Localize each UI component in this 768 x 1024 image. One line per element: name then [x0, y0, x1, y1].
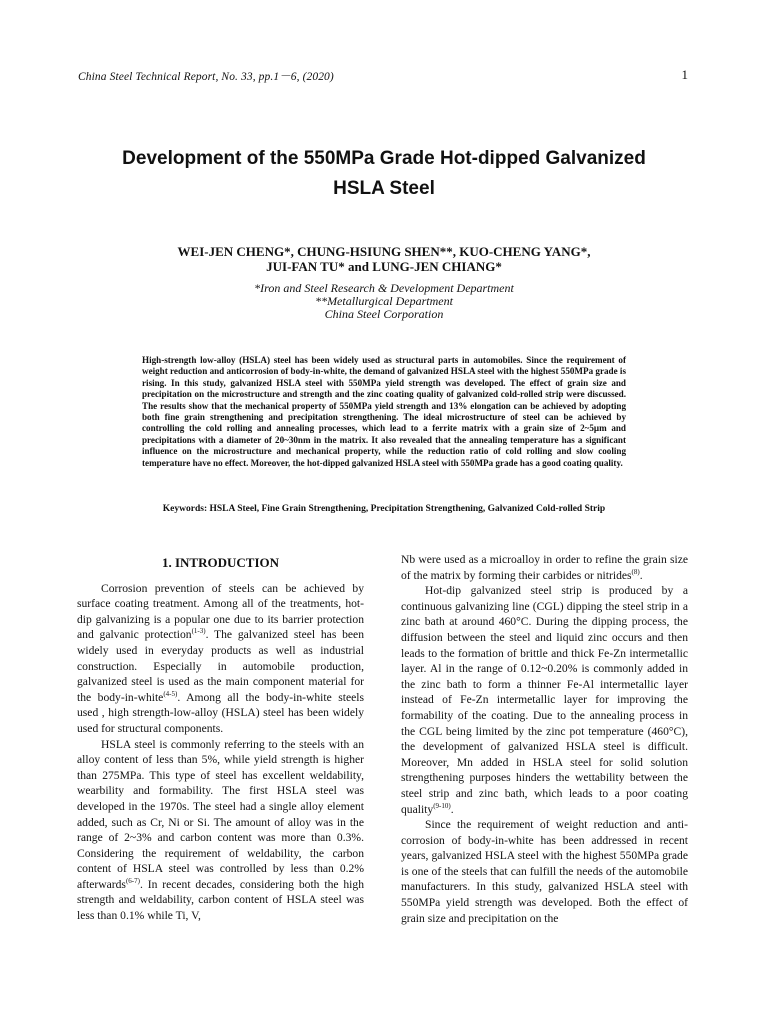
citation-ref: (9-10)	[433, 801, 451, 810]
paragraph-continued	[401, 552, 688, 583]
paragraph-text: . Among all the body-in-white steels used , high strength-low-alloy (HSLA) steel has been widely used for structural components.	[77, 690, 364, 735]
title-line-1: Development of the 550MPa Grade Hot-dipped Galvanized	[122, 148, 646, 169]
paragraph-text: Corrosion prevention of steels can be achieved by surface coating treatment. Among all of the treatments, hot-dip galvanizing is a popular one due to its barrier protection and galvanic protection	[77, 581, 364, 642]
citation-ref: (1-3)	[191, 627, 206, 636]
paragraph-text: .	[639, 568, 643, 582]
affiliation-1: *Iron and Steel Research & Development Department	[254, 281, 514, 295]
title-line-2: HSLA Steel	[333, 178, 435, 199]
paragraph-text: Hot-dip galvanized steel strip is produced by a continuous galvanizing line (CGL) dipping the steel strip in a zinc bath at around 460°C. During the dipping process, the diffusion between the steel and liquid zinc occurs and then leads to the formation of brittle and thick Fe-Zn intermetallic layer. Al in the range of 0.12~0.20% is commonly added in the zinc bath to form a thinner Fe-Al intermetallic layer instead of Fe-Zn intermetallic layer for improving the formability of the coating. Due to the annealing process in the CGL being limited by the zinc pot temperature (460°C), the development of galvanized HSLA steel is difficult. Moreover, Mn added in HSLA steel for solid solution strengthening purposes hinders the wettability between the steel strip and zinc bath, which leads to a poor coating quality	[401, 584, 688, 816]
citation-ref: (4-5)	[163, 689, 178, 698]
citation-ref: (8)	[631, 567, 640, 576]
paragraph-text: . The galvanized steel has been widely used in everyday products as well as industrial construction. Especially in automobile production, galvanized steel is used as the main component material for the body-in-white	[77, 628, 364, 704]
paragraph	[77, 581, 364, 737]
abstract: High-strength low-alloy (HSLA) steel has been widely used as structural parts in automobiles. Since the requirement of weight reduction and anticorrosion of body-in-white, the demand of galvanized HSLA steel with the highest 550MPa grade is rising. In this study, galvanized HSLA steel with 550MPa yield strength was developed. The effect of grain size and precipitation on the microstructure and strength and the zinc coating quality of galvanized cold-rolled strip were discussed. The results show that the mechanical property of 550MPa yield strength and 13% elongation can be achieved by adopting both fine grain strengthening and precipitation strengthening. The ideal microstructure of steel can be achieved by controlling the cold rolling and annealing processes, which lead to a ferrite matrix with a grain size of 2~5μm and precipitations with a diameter of 20~30nm in the matrix. It also revealed that the annealing temperature has a significant influence on the microstructure and mechanical property, while the reduction ratio of cold rolling and slow cooling temperature have no effect. Moreover, the hot-dipped galvanized HSLA steel with 550MPa grade has a good coating quality.	[142, 355, 626, 468]
left-column	[77, 552, 364, 924]
paragraph-text: HSLA steel is commonly referring to the steels with an alloy content of less than 5%, while yield strength is higher than 275MPa. This type of steel has excellent weldability, wearbility and formability. The first HSLA steel was developed in the 1970s. The steel had a single alloy element added, such as Cr, Ni or Si. The amount of alloy was in the range of 2~3% and carbon content was more than 0.3%. Considering the requirement of weldability, the carbon content of HSLA steel was controlled by less than 0.2% afterwards	[77, 737, 364, 891]
section-heading-introduction: 1. INTRODUCTION	[161, 555, 279, 570]
citation-ref: (6-7)	[125, 877, 140, 886]
paragraph-text: Nb were used as a microalloy in order to refine the grain size of the matrix by forming their carbides or nitrides	[401, 553, 688, 582]
paragraph	[77, 737, 364, 924]
authors-line-1: WEI-JEN CHENG*, CHUNG-HSIUNG SHEN**, KUO-CHENG YANG*,	[177, 244, 591, 259]
affiliations	[60, 282, 708, 321]
right-column	[401, 552, 688, 926]
keywords: Keywords: HSLA Steel, Fine Grain Strengthening, Precipitation Strengthening, Galvanized Cold-rolled Strip	[162, 504, 606, 514]
authors-line-2: JUI-FAN TU* and LUNG-JEN CHIANG*	[266, 259, 502, 274]
paragraph: Since the requirement of weight reduction and anti-corrosion of body-in-white has been addressed in recent years, galvanized HSLA steel with the highest 550MPa grade is one of the steels that can fulfill the needs of the automobile manufacturers. In this study, galvanized HSLA steel with 550MPa yield strength was developed. Both the effect of grain size and precipitation on the	[401, 818, 688, 925]
paragraph	[401, 583, 688, 817]
journal-citation: China Steel Technical Report, No. 33, pp.1－6, (2020)	[78, 71, 334, 83]
affiliation-3: China Steel Corporation	[324, 307, 444, 321]
author-list	[60, 244, 708, 274]
paragraph-text: .	[450, 802, 454, 816]
affiliation-2: **Metallurgical Department	[315, 294, 453, 308]
paragraph-text: . In recent decades, considering both the high strength and weldability, carbon content of HSLA steel was less than 0.1% while Ti, V,	[77, 877, 364, 923]
paper-title	[60, 144, 708, 204]
page-number: 1	[681, 67, 688, 82]
